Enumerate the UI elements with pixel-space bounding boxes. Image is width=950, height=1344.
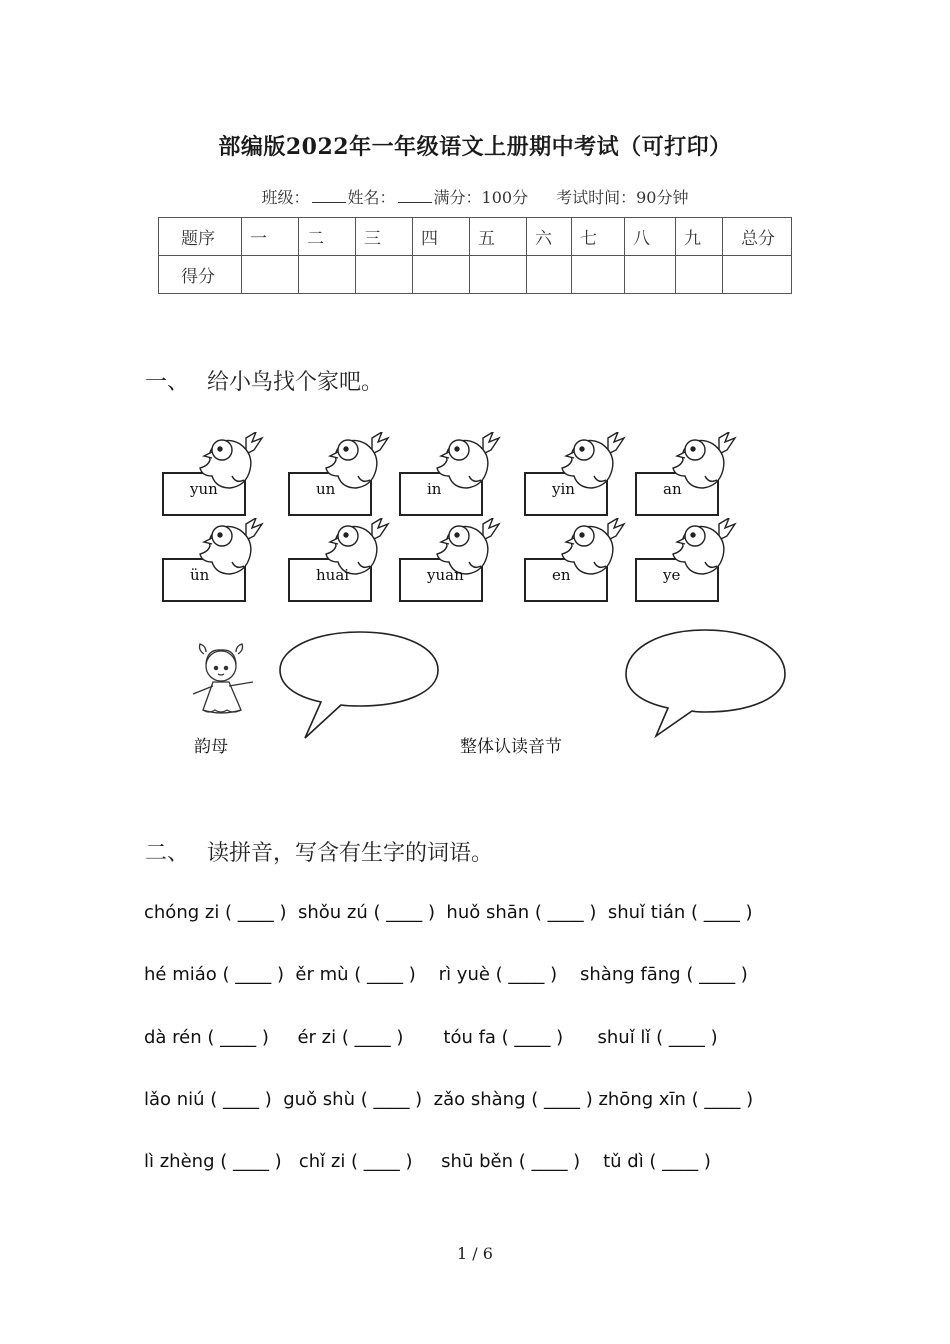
table-cell: 一 bbox=[242, 218, 299, 256]
syllable-label: en bbox=[552, 566, 571, 584]
bird-card[interactable] bbox=[397, 432, 507, 518]
bird-card[interactable] bbox=[522, 518, 632, 604]
exam-info bbox=[0, 185, 950, 208]
syllable-label: huai bbox=[316, 566, 350, 584]
section-number: 二、 bbox=[145, 841, 190, 866]
syllable-label: yun bbox=[190, 480, 218, 498]
section-2-heading bbox=[145, 836, 493, 867]
score-cell[interactable] bbox=[470, 256, 527, 294]
class-blank bbox=[312, 188, 346, 203]
page-title: 部编版2022年一年级语文上册期中考试（可打印） bbox=[218, 134, 732, 160]
score-cell[interactable] bbox=[723, 256, 792, 294]
table-cell: 三 bbox=[356, 218, 413, 256]
syllable-label: an bbox=[663, 480, 682, 498]
syllable-label: un bbox=[316, 480, 336, 498]
syllable-label: yuan bbox=[427, 566, 464, 584]
score-cell[interactable] bbox=[299, 256, 356, 294]
score-cell[interactable] bbox=[625, 256, 676, 294]
class-label: 班级： bbox=[261, 188, 310, 207]
pinyin-line: chóng zi ( ____ ) shǒu zú ( ____ ) huǒ shān ( ____ ) shuǐ tián ( ____ ) bbox=[144, 902, 753, 923]
bird-card[interactable] bbox=[286, 432, 396, 518]
table-cell: 六 bbox=[527, 218, 572, 256]
pinyin-line: lì zhèng ( ____ ) chǐ zi ( ____ ) shū běn ( ____ ) tǔ dì ( ____ ) bbox=[144, 1151, 711, 1172]
table-cell: 题序 bbox=[159, 218, 242, 256]
full-score: 满分：100分 bbox=[433, 188, 529, 207]
score-cell[interactable] bbox=[676, 256, 723, 294]
table-cell: 二 bbox=[299, 218, 356, 256]
bird-card[interactable] bbox=[286, 518, 396, 604]
speech-bubble-right bbox=[620, 626, 790, 741]
bird-icon bbox=[433, 432, 505, 494]
syllable-label: ye bbox=[663, 566, 681, 584]
score-table-score-row bbox=[159, 256, 792, 294]
syllable-label: ün bbox=[190, 566, 210, 584]
table-cell: 四 bbox=[413, 218, 470, 256]
pinyin-line: lǎo niú ( ____ ) guǒ shù ( ____ ) zǎo shàng ( ____ ) zhōng xīn ( ____ ) bbox=[144, 1089, 754, 1110]
syllable-label: yin bbox=[552, 480, 575, 498]
bird-card[interactable] bbox=[160, 432, 270, 518]
caption-vowels: 韵母 bbox=[194, 737, 228, 757]
score-cell[interactable] bbox=[356, 256, 413, 294]
table-cell: 得分 bbox=[159, 256, 242, 294]
bird-card[interactable] bbox=[522, 432, 632, 518]
name-blank bbox=[398, 188, 432, 203]
syllable-label: in bbox=[427, 480, 442, 498]
table-cell: 七 bbox=[572, 218, 625, 256]
table-cell: 八 bbox=[625, 218, 676, 256]
speech-bubble-left bbox=[275, 628, 445, 743]
score-cell[interactable] bbox=[572, 256, 625, 294]
page-number: 1 / 6 bbox=[457, 1244, 493, 1263]
exam-time: 考试时间：90分钟 bbox=[556, 188, 689, 207]
section-1-heading bbox=[145, 365, 383, 396]
name-label: 姓名： bbox=[347, 188, 396, 207]
score-cell[interactable] bbox=[413, 256, 470, 294]
section-title: 读拼音，写含有生字的词语。 bbox=[207, 841, 494, 866]
bird-card[interactable] bbox=[160, 518, 270, 604]
caption-whole-syllables: 整体认读音节 bbox=[460, 737, 562, 757]
score-table bbox=[158, 217, 792, 294]
table-cell: 五 bbox=[470, 218, 527, 256]
pinyin-line: hé miáo ( ____ ) ěr mù ( ____ ) rì yuè ( ____ ) shàng fāng ( ____ ) bbox=[144, 964, 748, 985]
score-cell[interactable] bbox=[527, 256, 572, 294]
bird-card[interactable] bbox=[633, 432, 743, 518]
score-cell[interactable] bbox=[242, 256, 299, 294]
score-table-header-row bbox=[159, 218, 792, 256]
section-number: 一、 bbox=[145, 370, 190, 395]
bird-card[interactable] bbox=[397, 518, 507, 604]
table-cell: 总分 bbox=[723, 218, 792, 256]
girl-icon bbox=[185, 640, 260, 720]
table-cell: 九 bbox=[676, 218, 723, 256]
bird-card[interactable] bbox=[633, 518, 743, 604]
section-title: 给小鸟找个家吧。 bbox=[207, 370, 384, 395]
pinyin-line: dà rén ( ____ ) ér zi ( ____ ) tóu fa ( ____ ) shuǐ lǐ ( ____ ) bbox=[144, 1027, 718, 1048]
